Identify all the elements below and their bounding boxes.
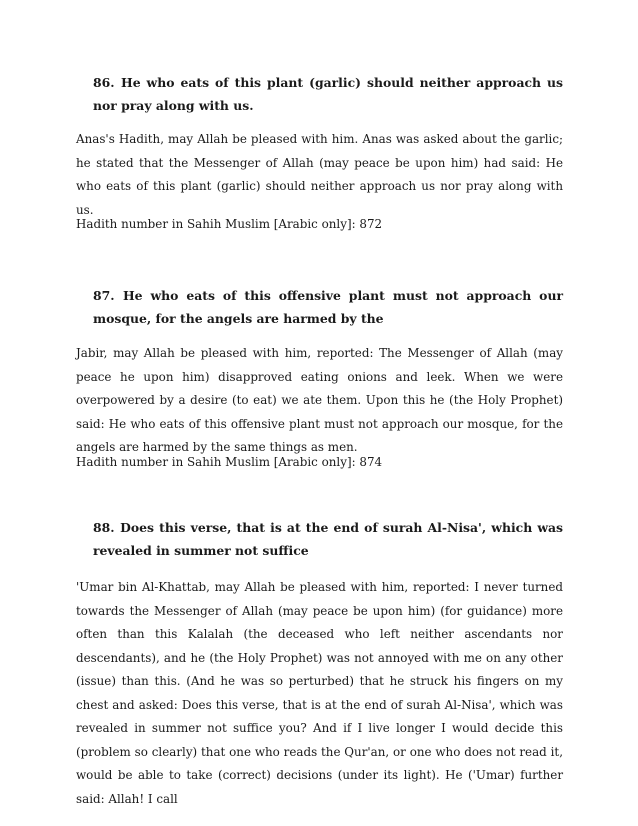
section-body-86: Anas's Hadith, may Allah be pleased with him. Anas was asked about the garlic; he stated that the Messenger of Allah (may peace be upon him) had said: He who eats of this plant (garlic) should neither approach us nor pray along with us. [76, 132, 563, 217]
hadith-reference-86: Hadith number in Sahih Muslim [Arabic only]: 872 [76, 217, 383, 231]
section-heading-86 [93, 71, 563, 117]
section-number: 88. [93, 520, 115, 535]
section-body-88: 'Umar bin Al-Khattab, may Allah be pleased with him, reported: I never turned towards the Messenger of Allah (may peace be upon him) (for guidance) more often than this Kalalah (the deceased who left neither ascendants nor descendants), and he (the Holy Prophet) was not annoyed with me on any other (issue) than this. (And he was so perturbed) that he struck his fingers on my chest and asked: Does this verse, that is at the end of surah Al-Nisa', which was revealed in summer not suffice you? And if I live longer I would decide this (problem so clearly) that one who reads the Qur'an, or one who does not read it, would be able to take (correct) decisions (under its light). He ('Umar) further said: Allah! I call [76, 580, 563, 806]
section-title: He who eats of this plant (garlic) should neither approach us nor pray along with us. [93, 75, 563, 113]
section-title: Does this verse, that is at the end of surah Al-Nisa', which was revealed in summer not suffice [93, 520, 563, 558]
section-number: 86. [93, 75, 115, 90]
hadith-reference-87: Hadith number in Sahih Muslim [Arabic only]: 874 [76, 455, 383, 469]
section-heading-88 [93, 516, 563, 562]
section-title: He who eats of this offensive plant must not approach our mosque, for the angels are harmed by the [93, 288, 563, 326]
section-number: 87. [93, 288, 115, 303]
section-heading-87 [93, 284, 563, 330]
section-body-87: Jabir, may Allah be pleased with him, reported: The Messenger of Allah (may peace he upon him) disapproved eating onions and leek. When we were overpowered by a desire (to eat) we ate them. Upon this he (the Holy Prophet) said: He who eats of this offensive plant must not approach our mosque, for the angels are harmed by the same things as men. [76, 346, 563, 454]
